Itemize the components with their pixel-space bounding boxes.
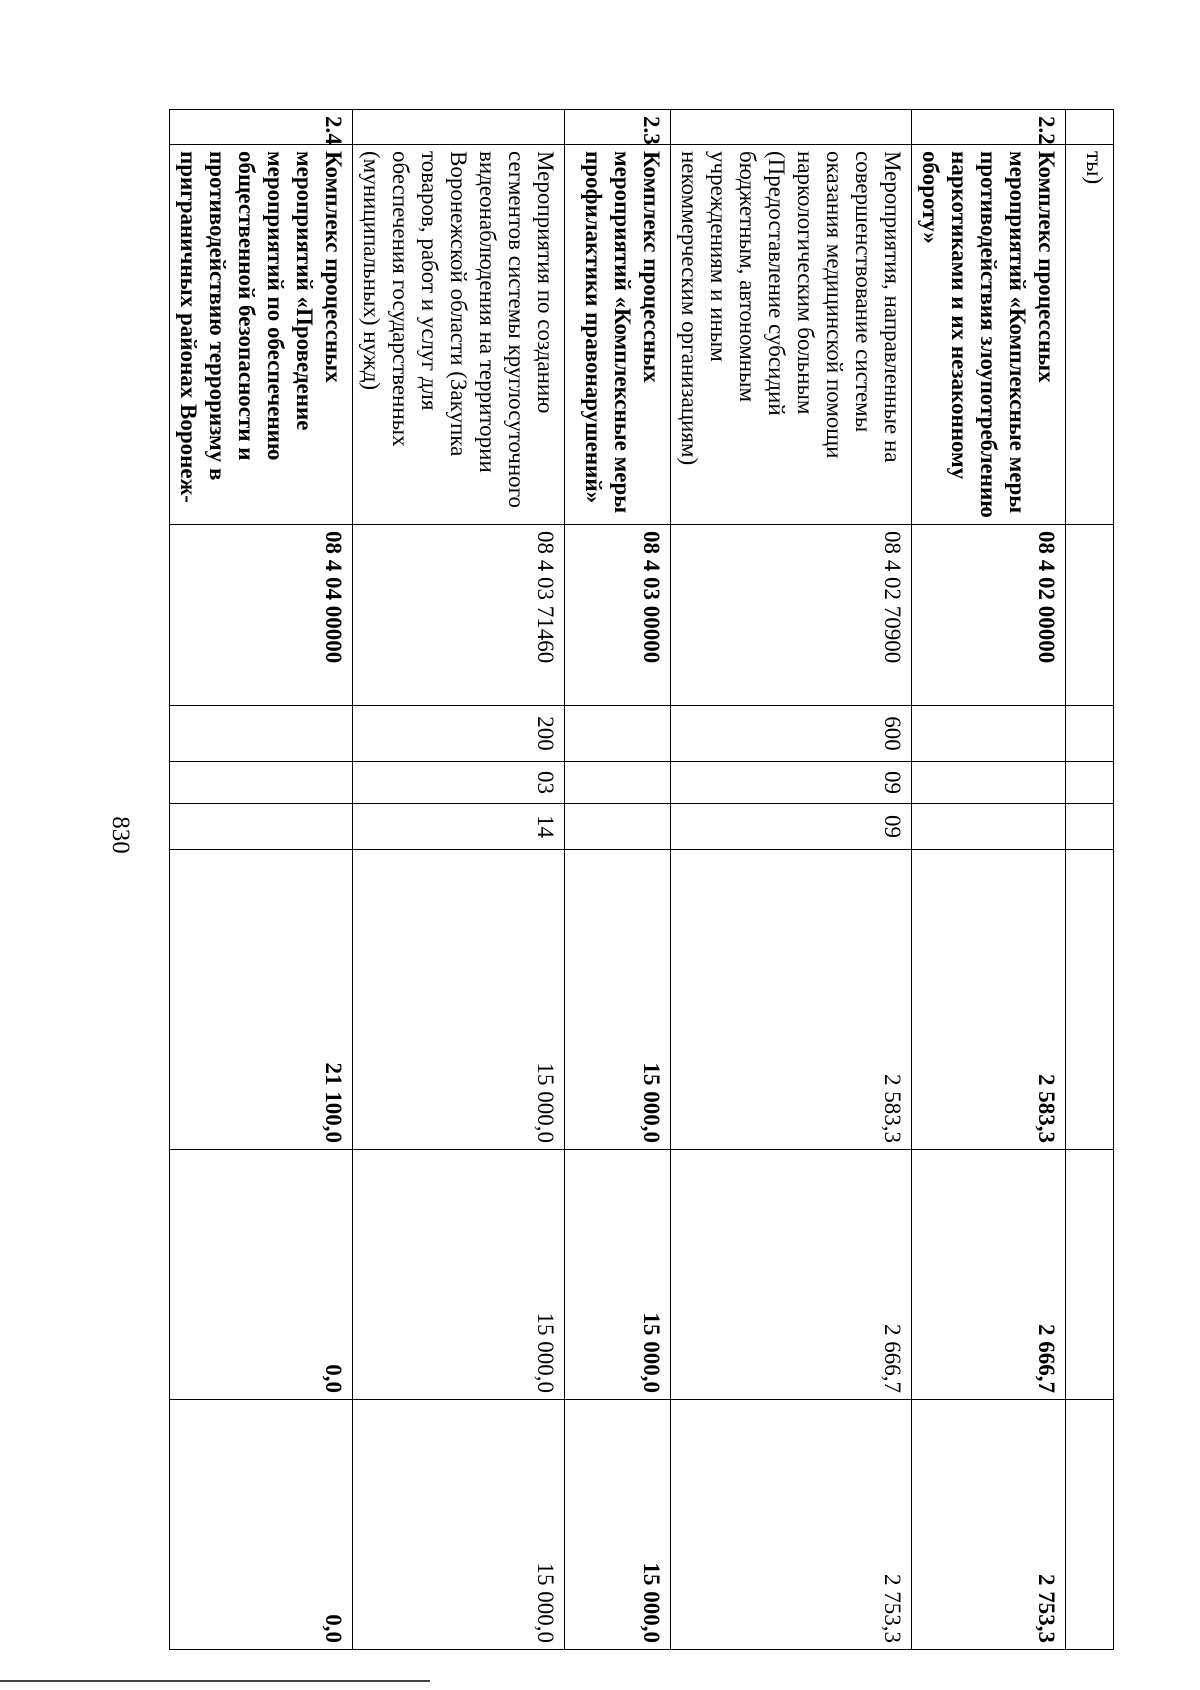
row-year3-cell: 2 753,3 xyxy=(671,1400,912,1650)
row-rz-cell xyxy=(170,762,353,804)
row-year1-cell: 15 000,0 xyxy=(565,850,671,1150)
row-code-cell: 08 4 02 70900 xyxy=(671,525,912,706)
row-pr-cell: 09 xyxy=(671,804,912,850)
row-name-cell: Мероприятия, направленные на совершенствование системы оказания медицинской помощи наркологическим больным (Предоставление субсидий бюджетным, автономным учреждениям и иным некоммерческим организациям) xyxy=(671,145,912,525)
row-year3-cell: 0,0 xyxy=(170,1400,353,1650)
row-number-cell xyxy=(671,110,912,145)
row-vr-cell xyxy=(912,706,1066,762)
row-number-cell xyxy=(1066,110,1114,145)
row-rz-cell xyxy=(912,762,1066,804)
row-year2-cell: 2 666,7 xyxy=(912,1150,1066,1400)
row-code-cell: 08 4 02 00000 xyxy=(912,525,1066,706)
row-year1-cell: 2 583,3 xyxy=(671,850,912,1150)
row-year3-cell: 15 000,0 xyxy=(565,1400,671,1650)
row-pr-cell xyxy=(170,804,353,850)
row-number-cell: 2.3 xyxy=(565,110,671,145)
budget-table xyxy=(169,109,1114,1650)
row-code-cell: 08 4 04 00000 xyxy=(170,525,353,706)
row-pr-cell xyxy=(565,804,671,850)
table-row xyxy=(912,110,1066,1650)
row-number-cell: 2.2 xyxy=(912,110,1066,145)
row-year2-cell: 15 000,0 xyxy=(565,1150,671,1400)
row-code-cell: 08 4 03 00000 xyxy=(565,525,671,706)
row-year1-cell: 21 100,0 xyxy=(170,850,353,1150)
row-year1-cell: 15 000,0 xyxy=(353,850,565,1150)
table-row xyxy=(1066,110,1114,1650)
row-name-cell: Комплекс процессных мероприятий «Комплексные меры профилактики правонарушений» xyxy=(565,145,671,525)
row-year2-cell: 15 000,0 xyxy=(353,1150,565,1400)
row-vr-cell xyxy=(170,706,353,762)
row-name-cell: Комплекс процессных мероприятий «Проведение мероприятий по обеспечению общественной безопасности и противодействию терроризму в приграничных районах Воронеж- xyxy=(170,145,353,525)
row-name-cell: Мероприятия по созданию сегментов системы круглосуточного видеонаблюдения на территории Воронежской области (Закупка товаров, работ и услуг для обеспечения государственных (муниципальных) нужд) xyxy=(353,145,565,525)
row-rz-cell xyxy=(565,762,671,804)
page-number: 830 xyxy=(107,816,134,854)
row-number-cell: 2.4 xyxy=(170,110,353,145)
row-name-cell: Комплекс процессных мероприятий «Комплексные меры противодействия злоупотреблению наркотиками и их незаконному обороту» xyxy=(912,145,1066,525)
scan-edge-line xyxy=(0,1680,430,1682)
row-number-cell xyxy=(353,110,565,145)
row-year2-cell: 0,0 xyxy=(170,1150,353,1400)
continuation-text: ты) xyxy=(1066,145,1114,525)
rotated-table-region xyxy=(176,109,1114,1649)
row-vr-cell xyxy=(565,706,671,762)
table-row xyxy=(170,110,353,1650)
row-rz-cell: 03 xyxy=(353,762,565,804)
table-row xyxy=(671,110,912,1650)
row-year1-cell: 2 583,3 xyxy=(912,850,1066,1150)
row-year3-cell: 2 753,3 xyxy=(912,1400,1066,1650)
row-pr-cell xyxy=(912,804,1066,850)
row-pr-cell: 14 xyxy=(353,804,565,850)
row-code-cell: 08 4 03 71460 xyxy=(353,525,565,706)
table-row xyxy=(353,110,565,1650)
row-rz-cell: 09 xyxy=(671,762,912,804)
row-vr-cell: 200 xyxy=(353,706,565,762)
row-year3-cell: 15 000,0 xyxy=(353,1400,565,1650)
table-row xyxy=(565,110,671,1650)
row-vr-cell: 600 xyxy=(671,706,912,762)
row-year2-cell: 2 666,7 xyxy=(671,1150,912,1400)
